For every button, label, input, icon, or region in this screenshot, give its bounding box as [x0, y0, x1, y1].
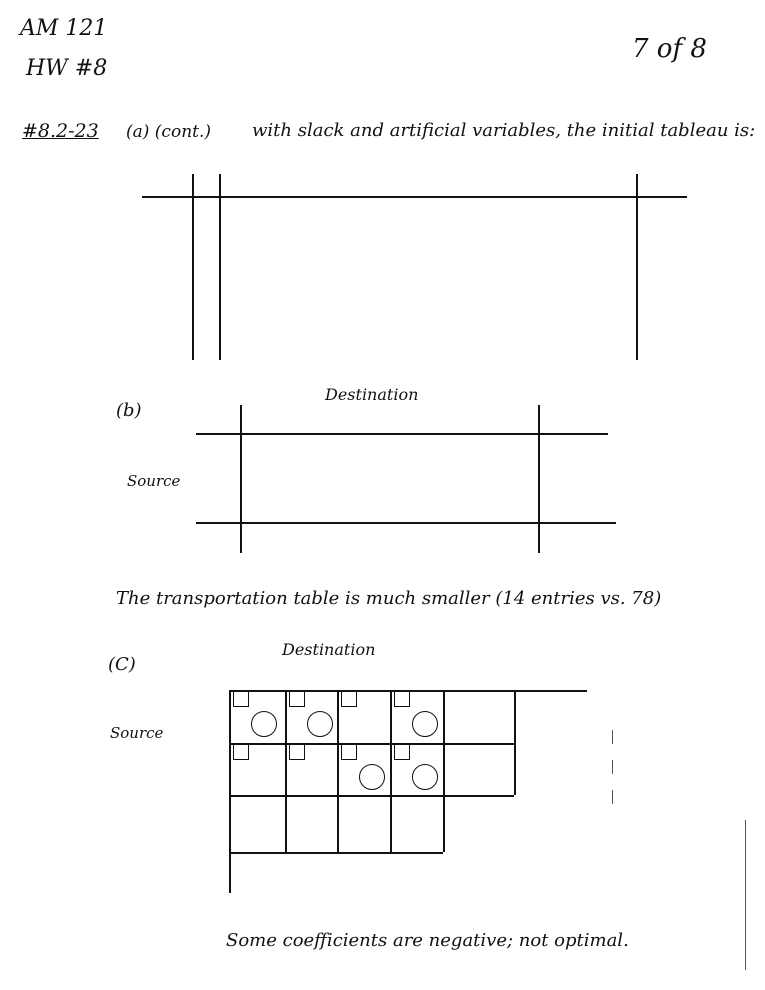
part-c-destination-label: Destination — [282, 640, 376, 659]
part-b-demand-rule — [196, 522, 616, 524]
page-number: 7 of 8 — [632, 34, 707, 64]
tableau-bv-divider — [192, 174, 194, 360]
part-c-basic-value — [412, 711, 438, 737]
part-c-left-border — [229, 690, 231, 893]
tableau-z-divider — [219, 174, 221, 360]
part-c-basic-value — [359, 764, 385, 790]
part-c-u-divider — [514, 690, 516, 795]
part-b-supply-divider — [538, 405, 540, 553]
part-c-source-label: Source — [110, 724, 164, 742]
part-c-cost-box — [341, 691, 357, 707]
hw-number: HW #8 — [26, 56, 108, 81]
part-c-col-divider — [285, 690, 287, 852]
part-c-cost-box — [394, 691, 410, 707]
part-b-header-rule — [196, 433, 608, 435]
part-b-source-label: Source — [127, 472, 181, 490]
part-c-mid-rule — [229, 743, 514, 745]
part-b-row-divider — [240, 405, 242, 553]
tableau-rs-divider — [636, 174, 638, 360]
part-c-label: (C) — [108, 654, 136, 675]
part-c-cost-box — [289, 691, 305, 707]
scan-mark — [612, 730, 613, 744]
part-c-cost-box — [233, 691, 249, 707]
scan-mark — [612, 760, 613, 774]
scan-mark — [745, 820, 746, 970]
part-c-supply-bottom-rule — [229, 795, 514, 797]
part-c-cost-box — [394, 744, 410, 760]
course-title: AM 121 — [20, 16, 108, 41]
tableau-header-rule — [142, 196, 687, 198]
part-c-demand-bottom-rule — [229, 852, 443, 854]
part-b-note: The transportation table is much smaller (14 entries vs. 78) — [116, 588, 662, 609]
part-c-col-divider — [337, 690, 339, 852]
part-a-label: (a) (cont.) — [126, 122, 212, 142]
part-c-basic-value — [251, 711, 277, 737]
part-c-basic-value — [307, 711, 333, 737]
part-c-supply-divider — [443, 690, 445, 852]
part-c-cost-box — [289, 744, 305, 760]
part-c-col-divider — [390, 690, 392, 852]
part-c-cost-box — [233, 744, 249, 760]
part-c-cost-box — [341, 744, 357, 760]
problem-number: #8.2-23 — [22, 120, 99, 142]
part-b-destination-label: Destination — [325, 385, 419, 404]
conclusion-text: Some coefficients are negative; not optimal. — [226, 930, 629, 951]
part-a-statement: with slack and artificial variables, the initial tableau is: — [252, 120, 756, 141]
part-c-basic-value — [412, 764, 438, 790]
scan-mark — [612, 790, 613, 804]
part-b-label: (b) — [116, 400, 142, 421]
